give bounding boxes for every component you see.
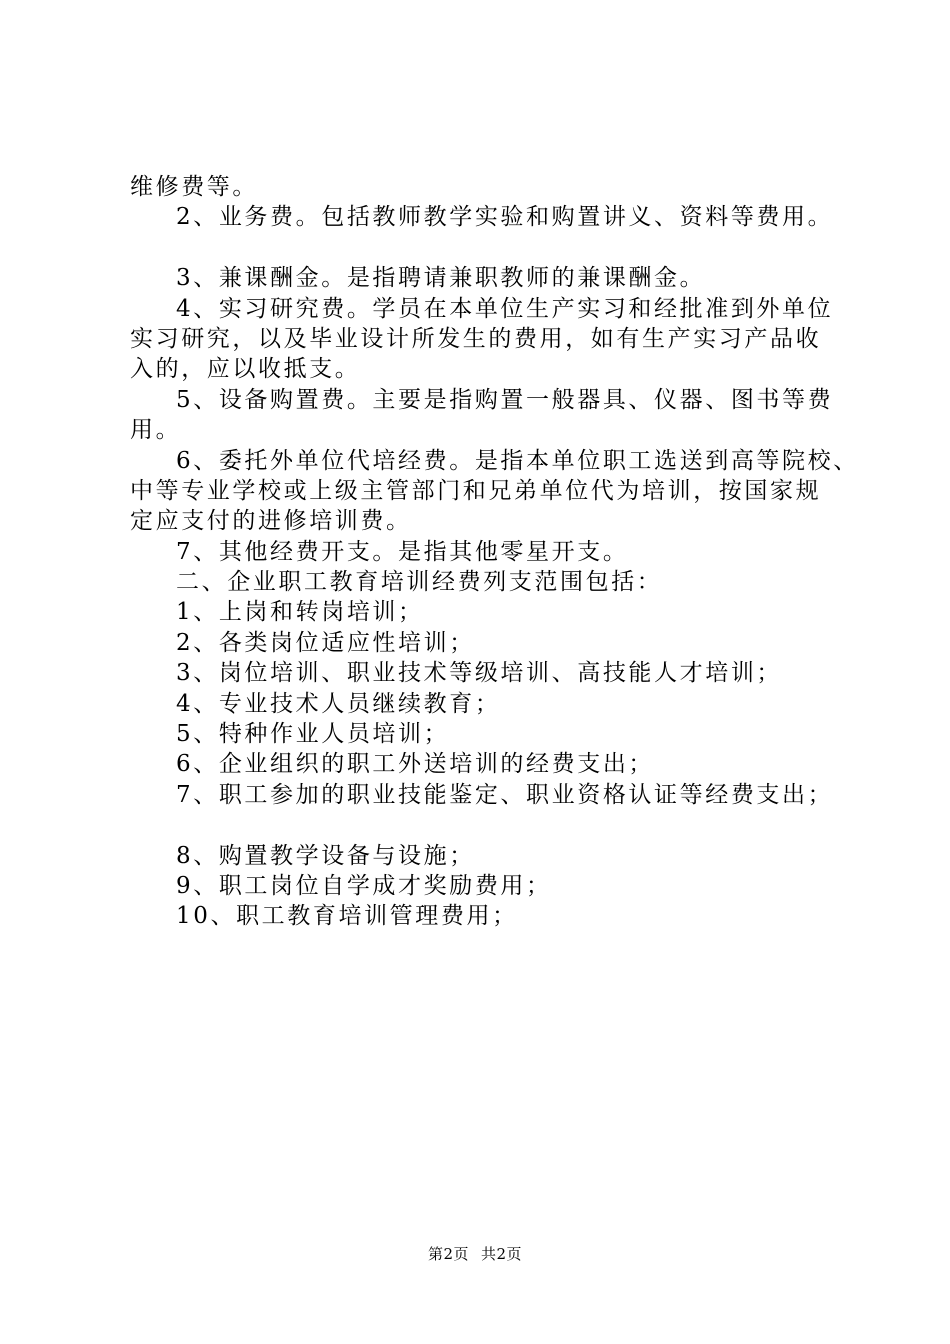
text-line: 4、实习研究费。学员在本单位生产实习和经批准到外单位 — [176, 295, 834, 322]
text-line: 维修费等。 — [130, 174, 258, 200]
text-line: 入的，应以收抵支。 — [130, 356, 361, 383]
list-item: 8、购置教学设备与设施； — [176, 842, 475, 869]
text-line: 实习研究，以及毕业设计所发生的费用，如有生产实习产品收 — [130, 325, 822, 352]
list-item: 4、专业技术人员继续教育； — [176, 690, 501, 717]
list-item: 5、特种作业人员培训； — [176, 721, 450, 748]
text-line: 用。 — [130, 417, 182, 444]
text-line: 2、业务费。包括教师教学实验和购置讲义、资料等费用。 — [176, 204, 834, 231]
text-line: 5、设备购置费。主要是指购置一般器具、仪器、图书等费 — [176, 386, 834, 413]
list-item: 10、职工教育培训管理费用； — [176, 903, 518, 930]
document-body — [130, 172, 859, 932]
list-item: 3、岗位培训、职业技术等级培训、高技能人才培训； — [176, 660, 783, 687]
list-item: 2、各类岗位适应性培训； — [176, 629, 475, 656]
paragraph-gap — [130, 810, 830, 840]
text-line: 3、兼课酬金。是指聘请兼职教师的兼课酬金。 — [176, 265, 706, 292]
list-item: 6、企业组织的职工外送培训的经费支出； — [176, 751, 655, 778]
paragraph-gap — [130, 233, 830, 263]
text-line: 6、委托外单位代培经费。是指本单位职工选送到高等院校、 — [176, 447, 859, 474]
page-total: 共2页 — [481, 1245, 523, 1263]
text-line: 7、其他经费开支。是指其他零星开支。 — [176, 538, 629, 565]
list-item: 7、职工参加的职业技能鉴定、职业资格认证等经费支出； — [176, 781, 834, 808]
page-number: 第2页 — [427, 1245, 469, 1263]
text-line: 中等专业学校或上级主管部门和兄弟单位代为培训，按国家规 — [130, 477, 822, 504]
list-item: 1、上岗和转岗培训； — [176, 599, 424, 626]
text-line: 定应支付的进修培训费。 — [130, 508, 412, 535]
list-item: 9、职工岗位自学成才奖励费用； — [176, 872, 552, 899]
section-heading: 二、企业职工教育培训经费列支范围包括： — [176, 569, 663, 596]
page-footer — [0, 1244, 950, 1264]
